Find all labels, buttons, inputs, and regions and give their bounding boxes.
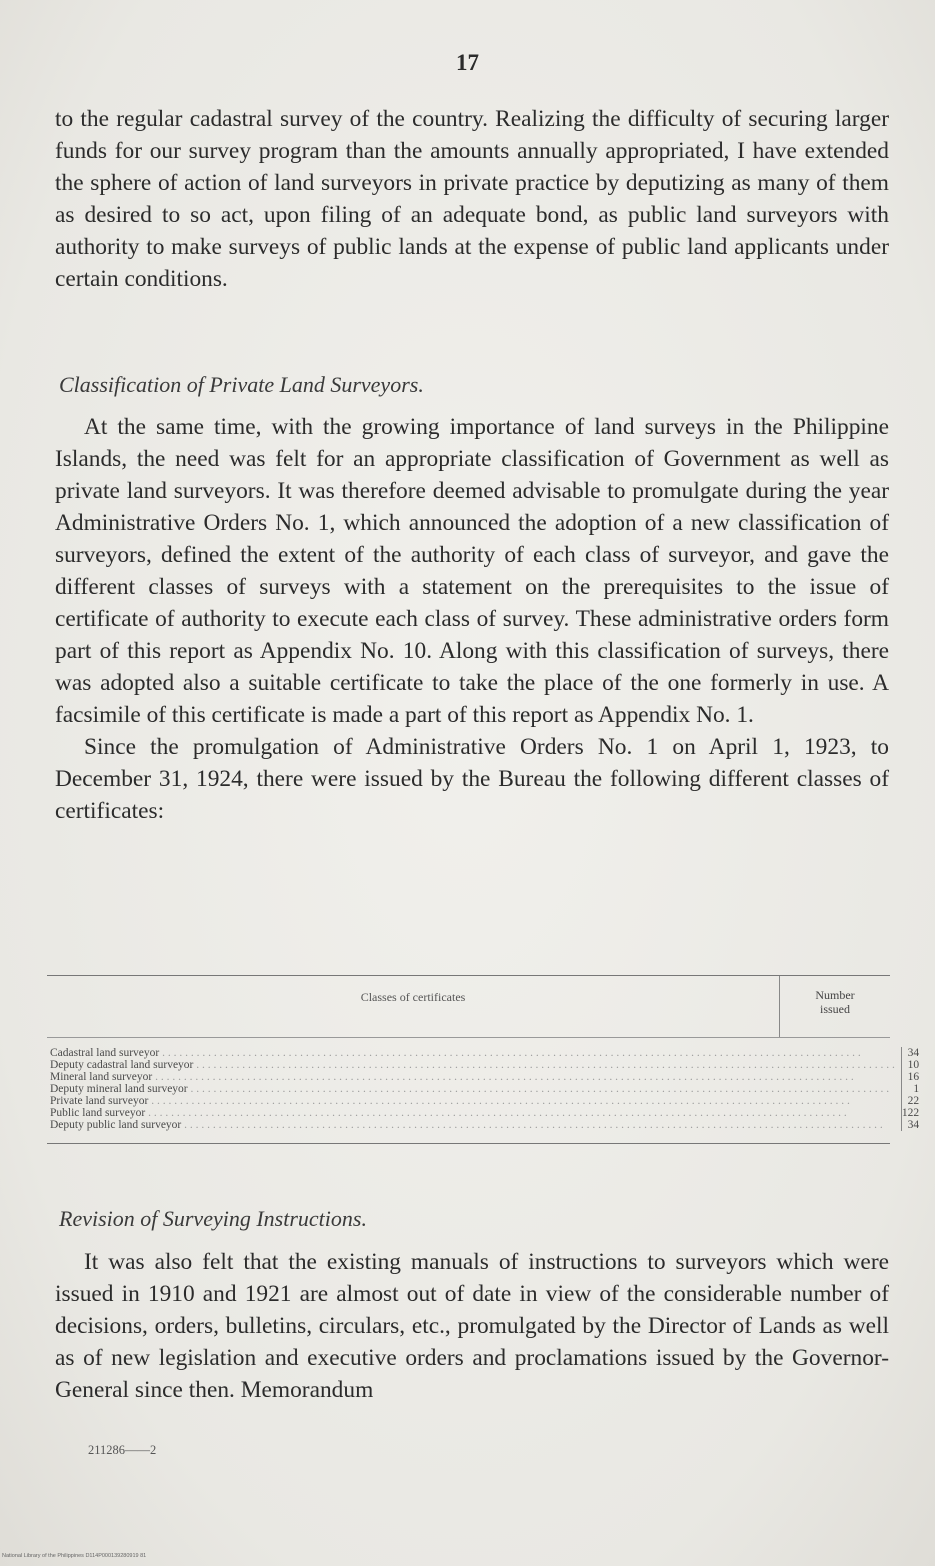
paragraph-text: to the regular cadastral survey of the country. Realizing the difficulty of securing larger funds for our survey program than the amounts annually appropriated, I have extended the sphere of action of land surveyors in private practice by deputizing as many of them as desired to so act, upon filing of an adequate bond, as public land surveyors with authority to make surveys of public lands at the expense of public land applicants under certain conditions. [55,106,889,292]
paragraph-text: At the same time, with the growing importance of land surveys in the Philippine Islands, the need was felt for an appropriate classification of Government as well as private land surveyors. It was therefore deemed advisable to promulgate during the year Administrative Orders No. 1, which announced the adoption of a new classification of surveyors, defined the extent of the authority of each class of surveyor, and gave the different classes of surveys with a statement on the prerequisites to the issue of certificate of authority to execute each class of survey. These administrative orders form part of this report as Appendix No. 10. Along with this classification of surveys, there was adopted also a suitable certificate to take the place of the one formerly in use. A facsimile of this certificate is made a part of this report as Appendix No. 1. [55,414,889,728]
table-body [47,1038,920,1143]
table-row-label: Public land surveyor . . . [50,1107,901,1119]
table-row-value: 10 [907,1059,920,1071]
paragraph-continuation [55,103,889,295]
table-bottom-rule [47,1143,890,1144]
paragraph-revision [55,1246,889,1406]
table-row-label: Private land surveyor . . . [50,1095,901,1107]
column-classes [47,1047,902,1131]
column-number-issued [902,1047,935,1131]
table-row-label: Deputy public land surveyor . . . [50,1119,901,1131]
certificates-table [47,975,920,1144]
section-heading-classification: Classification of Private Land Surveyors. [59,372,424,397]
table-row-value: 34 [907,1047,920,1059]
table-row-value: 34 [907,1119,920,1131]
table-row-label: Cadastral land surveyor . . . [50,1047,901,1059]
paragraph-text: It was also felt that the existing manuals of instructions to surveyors which were issued in 1910 and 1921 are almost out of date in view of the considerable number of decisions, orders, bulletins, circulars, etc., promulgated by the Director of Lands as well as of new legislation and executive orders and proclamations issued by the Governor-General since then. Memorandum [55,1249,889,1403]
table-row-label: Deputy cadastral land surveyor . . . [50,1059,901,1071]
signature-mark: 211286——2 [88,1443,157,1457]
paragraph-classification [55,411,889,827]
table-row-label: Deputy mineral land surveyor . . . [50,1083,901,1095]
table-row-label: Mineral land surveyor . . . [50,1071,901,1083]
table-row-value: 16 [907,1071,920,1083]
header-number-issued: Number issued [815,988,855,1016]
section-heading-revision: Revision of Surveying Instructions. [59,1206,367,1231]
header-classes: Classes of certificates [47,976,780,1037]
paragraph-text: Since the promulgation of Administrative Orders No. 1 on April 1, 1923, to December 31, 1924, there were issued by the Bureau the following different classes of certificates: [55,734,889,824]
library-watermark: National Library of the Philippines D114P000139280919 81 [2,1553,147,1559]
table-row-value: 1 [913,1083,920,1095]
table-row-value: 22 [907,1095,920,1107]
page-number: 17 [456,50,479,75]
table-row-value: 122 [901,1107,920,1119]
table-header [47,976,890,1038]
